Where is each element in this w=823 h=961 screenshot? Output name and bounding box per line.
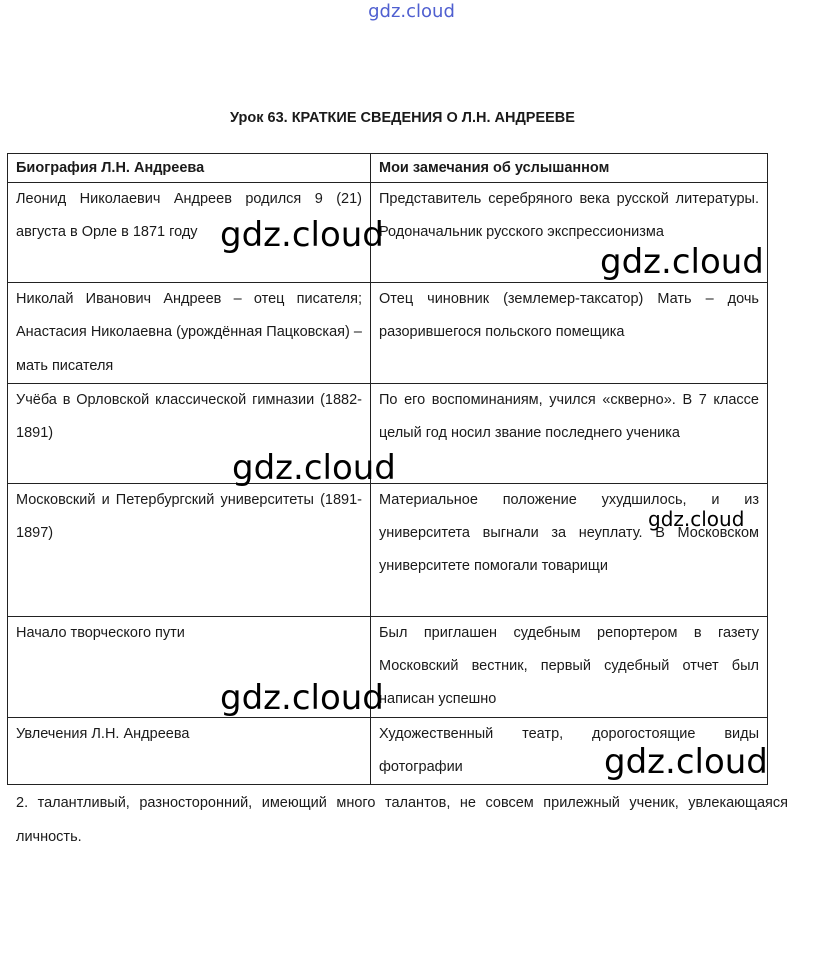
watermark: gdz.cloud: [220, 215, 384, 255]
watermark-top: gdz.cloud: [368, 1, 455, 22]
page-title: Урок 63. КРАТКИЕ СВЕДЕНИЯ О Л.Н. АНДРЕЕВЕ: [230, 110, 575, 126]
watermark: gdz.cloud: [648, 507, 745, 531]
table-row: [8, 616, 768, 717]
cell-notes: По его воспоминаниям, учился «скверно». В 7 классе целый год носил звание последнего ученика: [371, 383, 768, 483]
cell-biography: Николай Иванович Андреев – отец писателя; Анастасия Николаевна (урождённая Пацковская) – мать писателя: [8, 283, 371, 384]
cell-biography: Увлечения Л.Н. Андреева: [8, 717, 371, 785]
cell-notes: Был приглашен судебным репортером в газету Московский вестник, первый судебный отчет был написан успешно: [371, 616, 768, 717]
cell-biography: Учёба в Орловской классической гимназии (1882-1891): [8, 383, 371, 483]
table-row: [8, 483, 768, 616]
watermark: gdz.cloud: [604, 742, 768, 782]
cell-biography: Московский и Петербургский университеты (1891-1897): [8, 483, 371, 616]
watermark: gdz.cloud: [232, 448, 396, 488]
header-notes: Мои замечания об услышанном: [371, 154, 768, 183]
watermark: gdz.cloud: [220, 678, 384, 718]
cell-notes: Художественный театр, дорогостоящие виды фотографии: [371, 717, 768, 785]
header-biography: Биография Л.Н. Андреева: [8, 154, 371, 183]
cell-biography: Леонид Николаевич Андреев родился 9 (21) августа в Орле в 1871 году: [8, 183, 371, 283]
cell-notes: Представитель серебряного века русской литературы. Родоначальник русского экспрессионизма: [371, 183, 768, 283]
table-header-row: [8, 154, 768, 183]
cell-notes: Отец чиновник (землемер-таксатор) Мать – дочь разорившегося польского помещика: [371, 283, 768, 384]
cell-notes: Материальное положение ухудшилось, и из университета выгнали за неуплату. В Московском университете помогали товарищи: [371, 483, 768, 616]
table-row: [8, 283, 768, 384]
cell-biography: Начало творческого пути: [8, 616, 371, 717]
watermark: gdz.cloud: [600, 242, 764, 282]
answer-note: 2. талантливый, разносторонний, имеющий много талантов, не совсем прилежный ученик, увлекающаяся личность.: [16, 795, 788, 845]
